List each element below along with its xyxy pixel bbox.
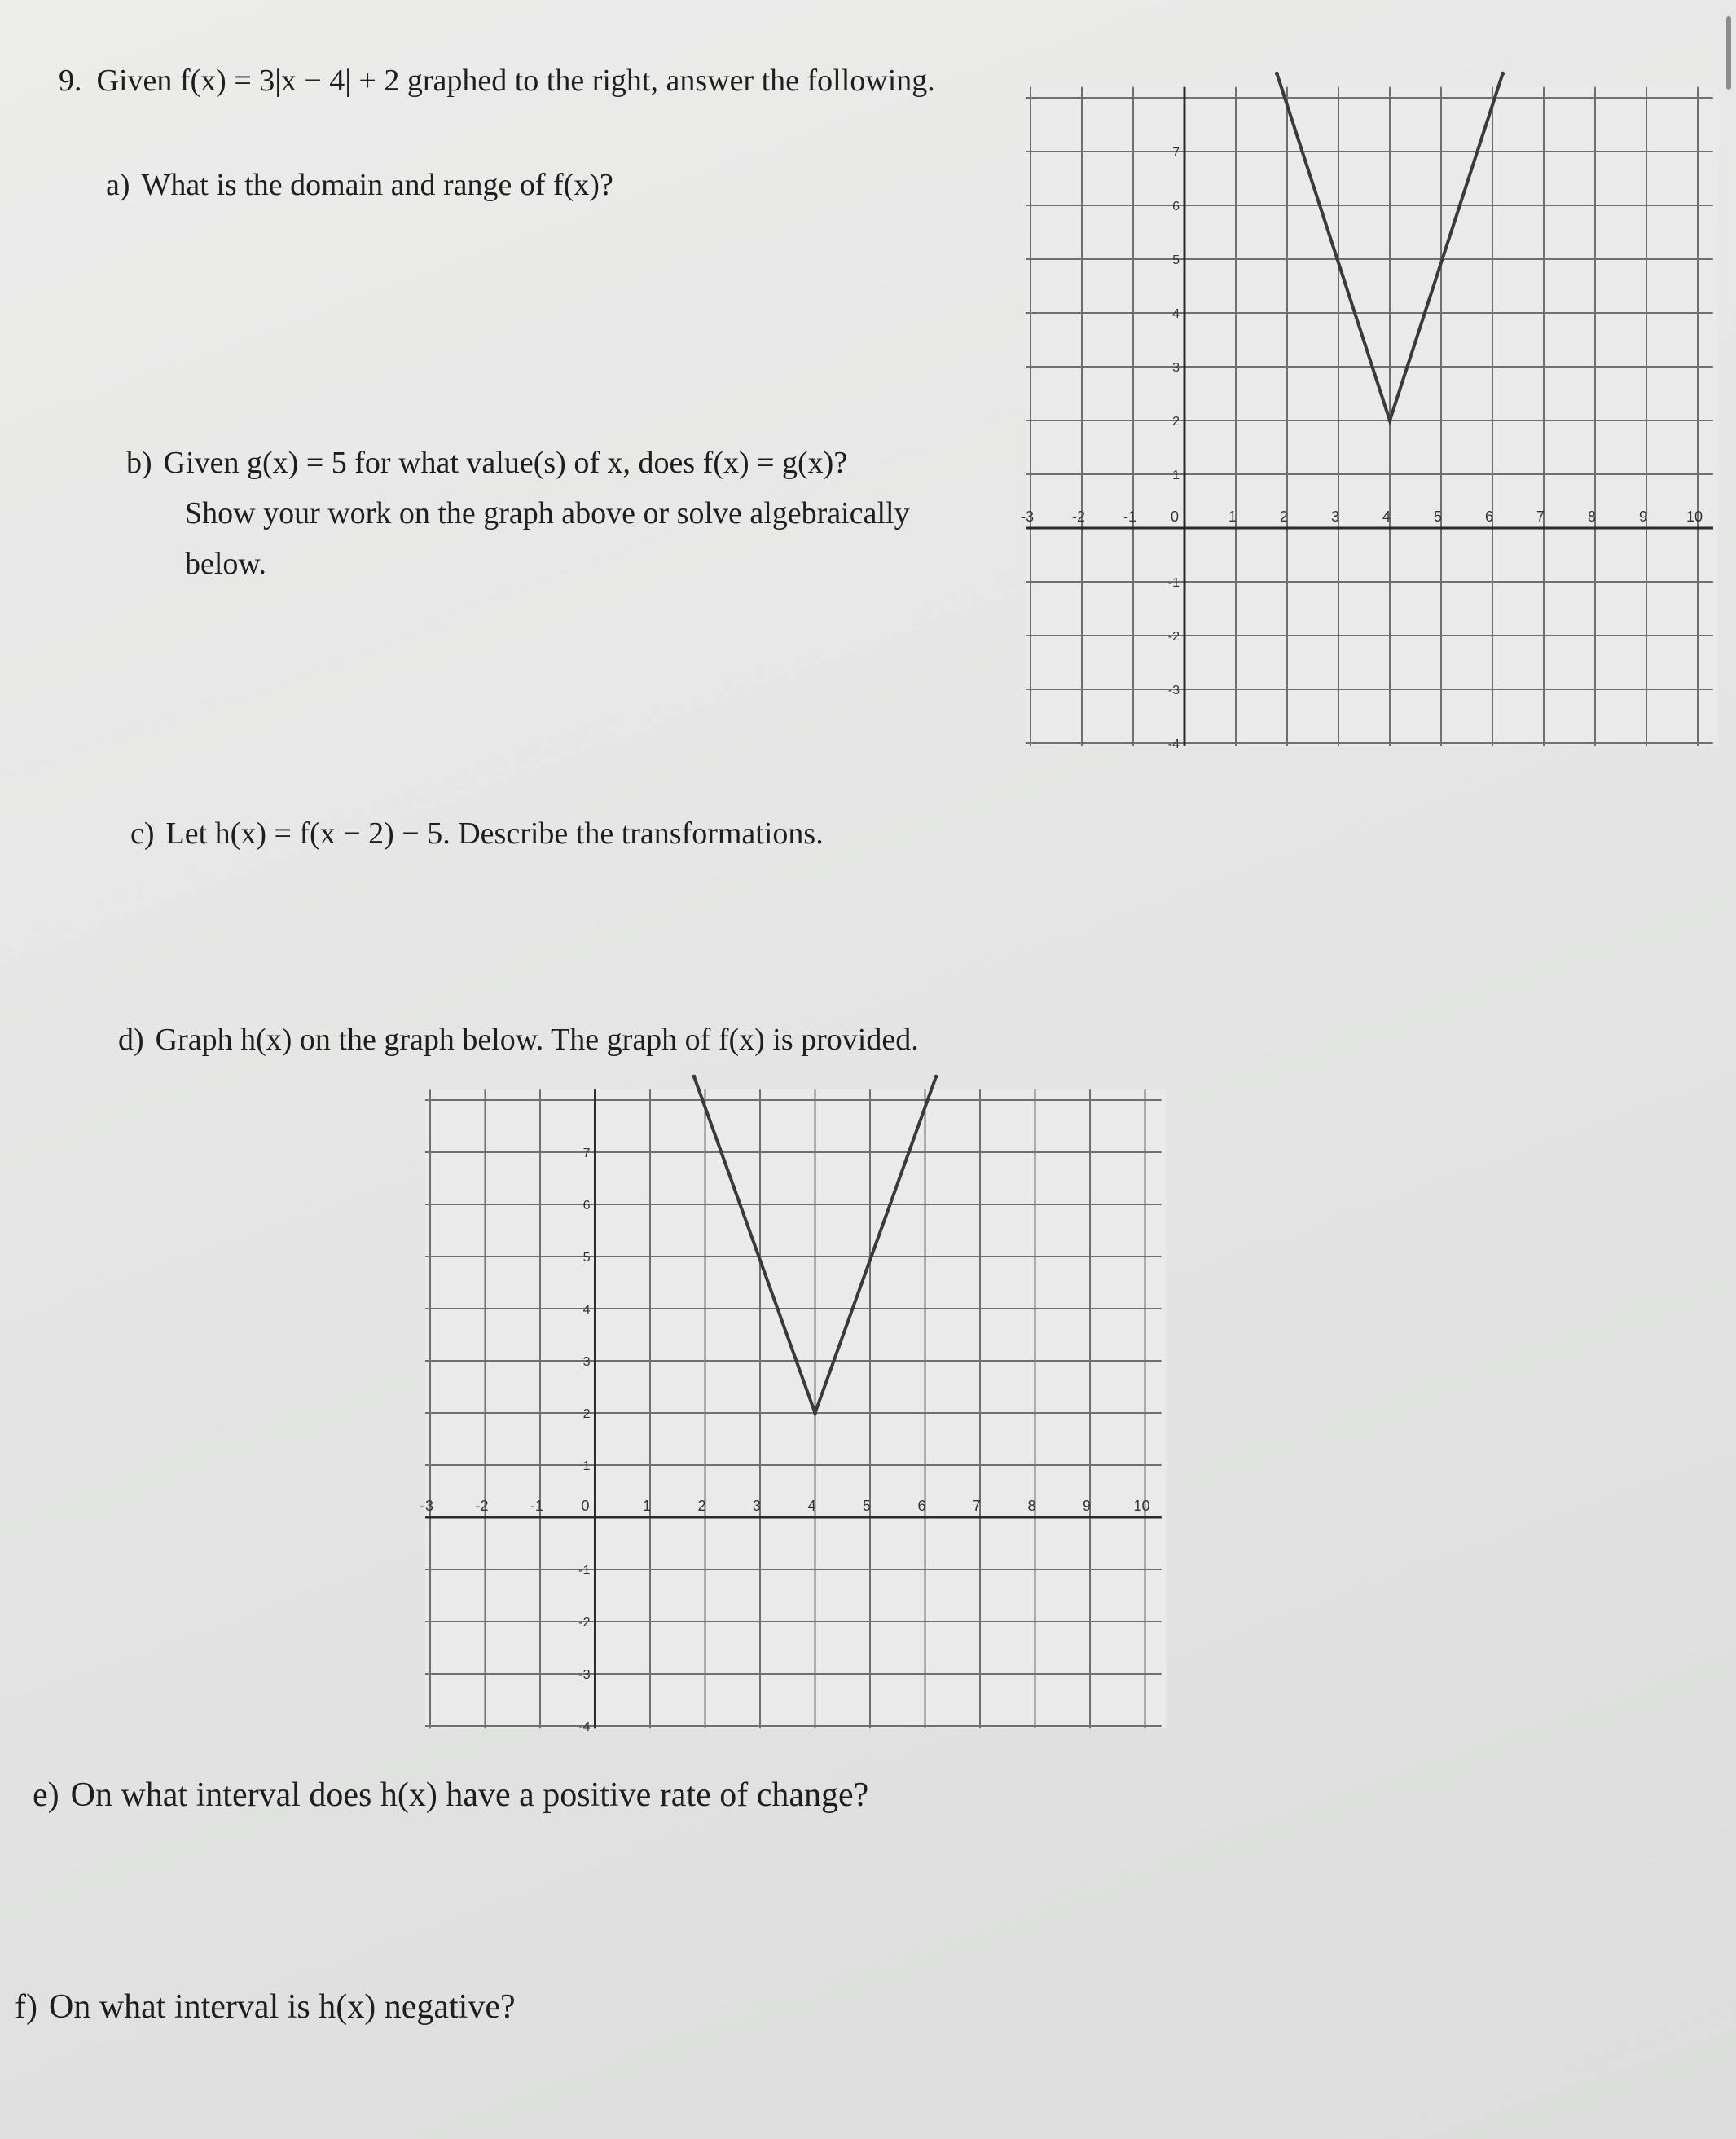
part-b-label: b)	[126, 446, 152, 480]
x-tick-label: 1	[1228, 508, 1237, 525]
x-tick-label: 10	[1685, 508, 1703, 525]
x-tick-label: 8	[1027, 1498, 1036, 1514]
x-tick-label: -2	[475, 1498, 489, 1514]
y-tick-label: 4	[582, 1303, 591, 1317]
problem-intro-text: Given f(x) = 3|x − 4| + 2 graphed to the right, answer the following.	[96, 64, 935, 98]
y-tick-label: 1	[1172, 469, 1180, 482]
part-c-text: Let h(x) = f(x − 2) − 5. Describe the transformations.	[165, 816, 824, 851]
part-c-label: c)	[130, 816, 155, 851]
y-tick-label: 7	[582, 1147, 591, 1160]
y-tick-label: 5	[582, 1251, 591, 1265]
y-tick-label: -1	[578, 1564, 591, 1578]
y-tick-label: 6	[1172, 200, 1180, 213]
y-tick-label: -2	[1167, 630, 1180, 644]
x-tick-label: 2	[1279, 508, 1289, 525]
y-tick-label: 6	[582, 1199, 591, 1213]
page-edge-binder-mark	[1726, 16, 1731, 90]
y-tick-label: 3	[1172, 361, 1180, 375]
x-tick-label: -1	[1123, 508, 1137, 525]
part-d	[118, 1014, 919, 1065]
part-b-line-2: Show your work on the graph above or solve algebraically	[185, 496, 910, 530]
part-a-label: a)	[106, 168, 130, 202]
part-a	[106, 160, 613, 210]
grid-background	[425, 1089, 1167, 1728]
part-e-text: On what interval does h(x) have a positive rate of change?	[70, 1776, 869, 1814]
x-tick-label: -1	[530, 1498, 544, 1514]
x-tick-label: 10	[1133, 1498, 1150, 1514]
y-tick-label: 7	[1172, 146, 1180, 160]
x-tick-label: -3	[420, 1498, 434, 1514]
problem-number: 9.	[59, 64, 82, 98]
y-tick-label: -3	[1167, 684, 1180, 698]
y-tick-label: 1	[582, 1459, 591, 1473]
part-f-label: f)	[15, 1988, 37, 2026]
x-tick-label: 4	[807, 1498, 816, 1514]
x-tick-label: 4	[1382, 508, 1391, 525]
y-tick-label: 2	[1172, 415, 1180, 429]
y-tick-label: -4	[1167, 737, 1180, 751]
problem-intro	[59, 55, 935, 106]
series-point	[1275, 72, 1279, 76]
series-point	[692, 1075, 697, 1079]
part-b-line-1: Given g(x) = 5 for what value(s) of x, does f(x) = g(x)?	[163, 446, 848, 480]
x-tick-label: 1	[642, 1498, 652, 1514]
x-tick-label: -2	[1071, 508, 1086, 525]
y-tick-label: 2	[582, 1407, 591, 1421]
y-tick-label: -1	[1167, 576, 1180, 590]
x-tick-label: 6	[1484, 508, 1494, 525]
x-tick-label: 7	[972, 1498, 982, 1514]
x-tick-label: 3	[1330, 508, 1340, 525]
x-tick-label: 9	[1638, 508, 1648, 525]
x-tick-label: 7	[1536, 508, 1545, 525]
series-point	[1388, 419, 1392, 423]
y-tick-label: -2	[578, 1616, 591, 1630]
graph-f-top-svg	[1010, 81, 1719, 751]
graph-f-bottom-svg	[407, 1084, 1189, 1734]
x-tick-label: 5	[862, 1498, 872, 1514]
part-d-label: d)	[118, 1023, 144, 1057]
x-tick-label: 2	[697, 1498, 706, 1514]
graph-f-top	[1010, 81, 1719, 751]
part-c	[130, 808, 824, 859]
part-b-line-3: below.	[185, 547, 266, 581]
graph-f-bottom	[407, 1084, 1189, 1734]
part-e	[33, 1770, 868, 1820]
part-f-text: On what interval is h(x) negative?	[48, 1988, 516, 2026]
x-tick-label: 8	[1587, 508, 1597, 525]
x-tick-label: 0	[1170, 508, 1180, 525]
part-e-label: e)	[33, 1776, 59, 1814]
y-tick-label: 5	[1172, 253, 1180, 267]
x-tick-label: 5	[1433, 508, 1443, 525]
y-tick-label: -4	[578, 1720, 591, 1734]
series-point	[813, 1411, 817, 1415]
part-d-text: Graph h(x) on the graph below. The graph of f(x) is provided.	[155, 1023, 919, 1057]
x-tick-label: 3	[752, 1498, 762, 1514]
x-tick-label: 9	[1082, 1498, 1092, 1514]
x-tick-label: -3	[1020, 508, 1035, 525]
grid-background	[1026, 87, 1718, 746]
part-b	[126, 438, 910, 589]
y-tick-label: 3	[582, 1355, 591, 1369]
y-tick-label: -3	[578, 1668, 591, 1682]
part-f	[15, 1982, 516, 2032]
series-point	[934, 1075, 938, 1079]
x-tick-label: 0	[581, 1498, 590, 1514]
part-a-text: What is the domain and range of f(x)?	[141, 168, 613, 202]
x-tick-label: 6	[917, 1498, 926, 1514]
y-tick-label: 4	[1172, 307, 1180, 321]
series-point	[1501, 72, 1505, 76]
